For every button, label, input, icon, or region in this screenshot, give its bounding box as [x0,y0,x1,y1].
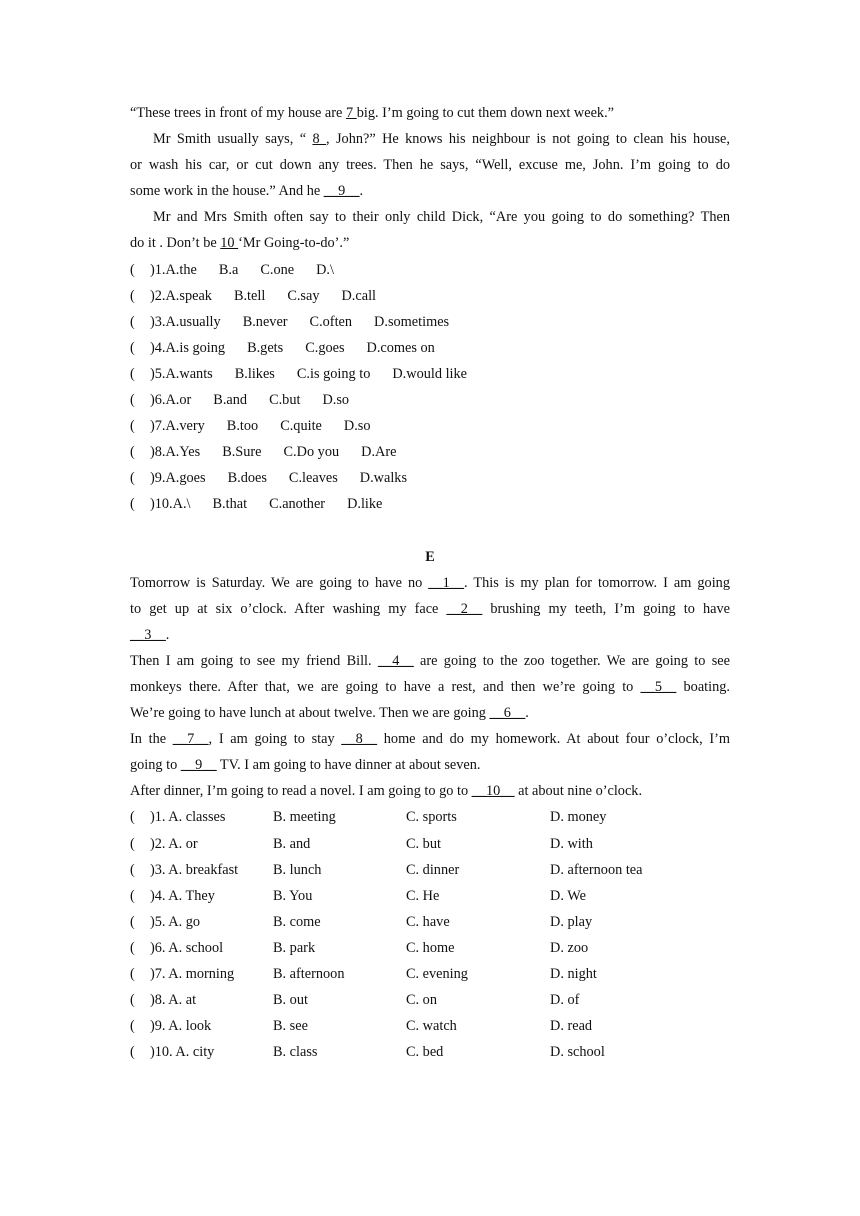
question-row [130,987,730,1013]
section-spacer [130,518,730,544]
option-c: C. dinner [406,861,460,878]
passage-text: going to [130,757,181,774]
question-number-option-a: )1. A. classes [150,809,226,826]
passage-line [130,204,730,230]
option-b: B.too [226,418,259,435]
question-number-option-a: )4. A. They [150,887,215,904]
answer-paren: ( [130,835,135,852]
answer-paren: ( [130,287,135,304]
passage-line [130,230,730,256]
answer-paren: ( [130,365,135,382]
blank: __2__ [446,600,483,617]
option-b: B.that [212,496,248,513]
passage-line [130,622,730,648]
answer-paren: ( [130,392,135,409]
passage-line [130,648,730,674]
question-row [130,857,730,883]
question-number-option-a: )7.A.very [150,418,205,435]
option-d: D.Are [361,444,397,461]
section-e-heading: E [425,548,435,565]
answer-paren: ( [130,418,135,435]
option-b: B. afternoon [273,966,345,982]
option-b: B. class [273,1044,318,1061]
option-c: C.is going to [296,365,371,382]
option-d: D. night [550,966,597,982]
passage-text: do it . Don’t be [130,235,221,252]
passage-line [130,570,730,596]
option-d: D. afternoon tea [550,861,643,878]
passage-line [130,674,730,700]
option-c: C. He [406,887,440,904]
passage-text: are going to the zoo together. We are going to see [413,652,730,669]
option-d: D.walks [359,470,408,487]
passage-line [130,752,730,778]
question-number-option-a: )9. A. look [150,1018,212,1035]
option-c: C.goes [305,339,345,356]
option-b: B.a [218,261,239,278]
option-c: C.Do you [283,444,340,461]
answer-paren: ( [130,313,135,330]
question-row [130,361,730,387]
option-c: C. watch [406,1018,457,1035]
question-number-option-a: )1.A.the [150,261,197,278]
option-d: D.so [343,418,371,435]
option-d: D. play [550,913,593,930]
question-number-option-a: )10.A.\ [150,496,191,513]
option-c: C.say [287,287,320,304]
answer-paren: ( [130,470,135,487]
option-c: C.quite [280,418,322,435]
question-number-option-a: )3. A. breakfast [150,861,239,878]
passage-line [130,596,730,622]
passage-line [130,152,730,178]
blank: __9__ [180,757,217,774]
passage-text: TV. I am going to have dinner at about seven. [216,757,481,774]
question-row [130,883,730,909]
question-row [130,309,730,335]
option-d: D.call [341,287,377,304]
answer-paren: ( [130,809,135,826]
answer-paren: ( [130,1018,135,1035]
question-number-option-a: )5.A.wants [150,365,213,382]
option-b: B. You [273,887,313,904]
passage-text: We’re going to have lunch at about twelve. Then we are going [130,705,490,722]
answer-paren: ( [130,339,135,356]
passage-text: or wash his car, or cut down any trees. Then he says, “Well, excuse me, John. I’m going to do [130,157,730,174]
answer-paren: ( [130,887,135,904]
answer-paren: ( [130,992,135,1009]
passage-text: Mr and Mrs Smith often say to their only child Dick, “Are you going to do something? Then [153,209,730,226]
passage-text: monkeys there. After that, we are going to have a rest, and then we’re going to [130,678,641,695]
option-d: D. with [550,835,593,852]
question-number-option-a: )8.A.Yes [150,444,201,461]
question-row [130,831,730,857]
passage-text: some work in the house.” And he [130,183,324,200]
option-c: C.often [309,313,353,330]
question-row [130,1013,730,1039]
question-number-option-a: )2. A. or [150,835,198,852]
question-row [130,283,730,309]
question-number-option-a: )9.A.goes [150,470,206,487]
option-d: D.would like [392,365,468,382]
question-row [130,935,730,961]
passage-text: big. I’m going to cut them down next week.” [356,105,614,121]
option-c: C. have [406,913,450,930]
passage-line [130,726,730,752]
passage-text: ‘Mr Going-to-do’.” [238,235,350,252]
option-d: D.so [322,392,350,409]
answer-paren: ( [130,496,135,513]
question-number-option-a: )7. A. morning [150,966,235,982]
question-number-option-a: )2.A.speak [150,287,212,304]
blank: __10__ [471,783,515,800]
option-c: C.leaves [288,470,338,487]
option-b: B.tell [233,287,266,304]
option-d: D.\ [316,261,334,278]
answer-paren: ( [130,444,135,461]
option-d: D.comes on [366,339,435,356]
passage-text: home and do my homework. At about four o’clock, I’m [377,731,730,748]
option-b: B. come [273,913,321,930]
question-row [130,439,730,465]
question-number-option-a: )8. A. at [150,992,197,1009]
option-b: B.gets [247,339,284,356]
option-c: C. on [406,992,437,1009]
answer-paren: ( [130,261,135,278]
question-row [130,413,730,439]
question-row [130,909,730,935]
blank: __1__ [428,574,465,591]
question-row [130,387,730,413]
option-b: B.never [242,313,288,330]
option-d: D. zoo [550,939,589,956]
option-d: D. school [550,1044,605,1061]
answer-paren: ( [130,861,135,878]
option-d: D. of [550,992,580,1009]
passage-line [130,178,730,204]
question-row [130,804,730,830]
option-b: B. see [273,1018,308,1035]
passage-line [130,100,730,126]
blank: __3__ [130,626,166,643]
option-d: D. read [550,1018,593,1035]
option-b: B. and [273,835,311,852]
answer-paren: ( [130,966,135,982]
question-row [130,465,730,491]
passage-text: brushing my teeth, I’m going to have [482,600,730,617]
question-number-option-a: )6.A.or [150,392,192,409]
passage-text: . [525,705,529,722]
question-row [130,961,730,987]
option-d: D.like [347,496,383,513]
passage-text: Then I am going to see my friend Bill. [130,652,378,669]
blank: __4__ [377,652,414,669]
question-number-option-a: )6. A. school [150,939,224,956]
passage-text: to get up at six o’clock. After washing my face [130,600,447,617]
section-d-questions [130,257,730,518]
option-c: C. but [406,835,441,852]
question-number-option-a: )3.A.usually [150,313,221,330]
section-d-passage [130,100,730,257]
option-b: B. park [273,939,316,956]
blank: 10 [220,235,239,252]
option-c: C.another [269,496,326,513]
blank: __7__ [172,731,209,748]
passage-text: . [359,183,364,200]
option-b: B.does [227,470,267,487]
passage-text: “These trees in front of my house are [130,105,346,121]
answer-paren: ( [130,913,135,930]
option-d: D. We [550,887,586,904]
section-e-questions [130,804,730,1065]
passage-text: at about nine o’clock. [514,783,643,800]
question-number-option-a: )4.A.is going [150,339,226,356]
option-c: C. home [406,939,455,956]
blank: __9__ [323,183,360,200]
option-b: B.and [213,392,248,409]
passage-text: In the [130,731,173,748]
question-row [130,491,730,517]
question-row [130,1039,730,1065]
question-number-option-a: )5. A. go [150,913,201,930]
passage-text: . [165,626,170,643]
blank: __6__ [489,705,526,722]
passage-text: , John?” He knows his neighbour is not going to clean his house, [326,131,730,148]
document-page [130,100,730,1065]
option-b: B. lunch [273,861,322,878]
question-number-option-a: )10. A. city [150,1044,215,1061]
passage-text: . This is my plan for tomorrow. I am going [464,574,730,591]
option-c: C.one [260,261,295,278]
answer-paren: ( [130,939,135,956]
option-c: C. evening [406,966,468,982]
option-c: C. bed [406,1044,444,1061]
option-b: B.likes [234,365,275,382]
passage-text: , I am going to stay [208,731,342,748]
option-d: D. money [550,809,607,826]
passage-text: Mr Smith usually says, “ [153,131,313,148]
option-c: C.but [269,392,301,409]
option-c: C. sports [406,809,457,826]
passage-text: boating. [676,678,730,695]
blank: 8 [312,131,327,148]
question-row [130,335,730,361]
answer-paren: ( [130,1044,135,1061]
blank: __5__ [640,678,677,695]
blank: __8__ [341,731,378,748]
passage-line [130,778,730,804]
question-row [130,257,730,283]
option-b: B. meeting [273,809,336,826]
passage-line [130,126,730,152]
blank: 7 [345,105,357,121]
option-b: B. out [273,992,308,1009]
passage-line [130,700,730,726]
option-d: D.sometimes [374,313,450,330]
passage-text: Tomorrow is Saturday. We are going to have no [130,574,429,591]
section-e-passage [130,570,730,805]
passage-text: After dinner, I’m going to read a novel. I am going to go to [130,783,472,800]
option-b: B.Sure [222,444,262,461]
